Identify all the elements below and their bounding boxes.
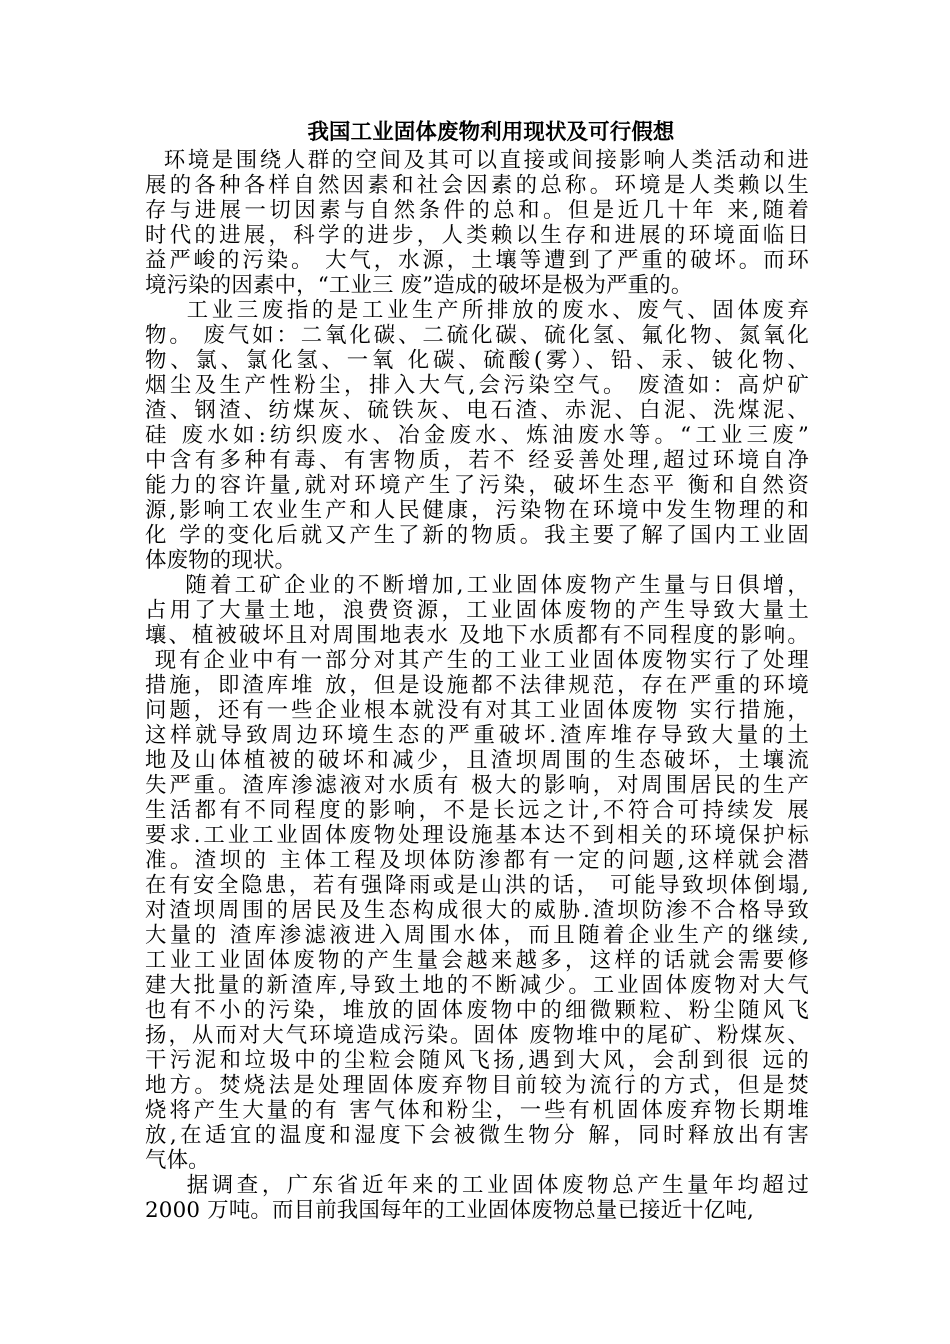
text-line: 占用了大量土地，浪费资源，工业固体废物的产生导致大量土 (145, 598, 809, 623)
text-line: 物。 废气如：二氧化碳、二硫化碳、硫化氢、氟化物、氮氧化 (145, 323, 809, 348)
text-line: 能力的容许量,就对环境产生了污染，破坏生态平 衡和自然资 (145, 473, 809, 498)
text-line: 气体。 (145, 1148, 210, 1173)
text-line: 存与进展一切因素与自然条件的总和。但是近几十年 来,随着 (145, 198, 809, 223)
document-title: 我国工业固体废物利用现状及可行假想 (307, 120, 675, 145)
document-page (145, 118, 809, 1223)
text-line: 益严峻的污染。 大气，水源，土壤等遭到了严重的破坏。而环 (145, 248, 809, 273)
text-line: 问题，还有一些企业根本就没有对其工业固体废物 实行措施， (145, 698, 809, 723)
paragraph (145, 573, 809, 1173)
text-line: 扬，从而对大气环境造成污染。固体 废物堆中的尾矿、粉煤灰、 (145, 1023, 809, 1048)
text-line: 渣、钢渣、纺煤灰、硫铁灰、电石渣、赤泥、白泥、洗煤泥、 (145, 398, 809, 423)
text-line: 这样就导致周边环境生态的严重破坏.渣库堆存导致大量的土 (145, 723, 809, 748)
text-line: 放,在适宜的温度和湿度下会被微生物分 解，同时释放出有害 (145, 1123, 809, 1148)
text-line: 干污泥和垃圾中的尘粒会随风飞扬,遇到大风，会刮到很 远的 (145, 1048, 809, 1073)
text-line: 体废物的现状。 (145, 548, 297, 573)
text-line: 对渣坝周围的居民及生态构成很大的威胁.渣坝防渗不合格导致 (145, 898, 809, 923)
paragraph (145, 148, 809, 298)
text-line: 化 学的变化后就又产生了新的物质。我主要了解了国内工业固 (145, 523, 809, 548)
text-line: 烧将产生大量的有 害气体和粉尘，一些有机固体废弃物长期堆 (145, 1098, 809, 1123)
text-line: 境污染的因素中，“工业三 废”造成的破坏是极为严重的。 (145, 273, 693, 298)
text-line: 也有不小的污染，堆放的固体废物中的细微颗粒、粉尘随风飞 (145, 998, 809, 1023)
text-line: 地及山体植被的破坏和减少，且渣坝周围的生态破坏，土壤流 (145, 748, 809, 773)
text-line: 工业工业固体废物的产生量会越来越多，这样的话就会需要修 (145, 948, 809, 973)
text-line: 壤、植被破坏且对周围地表水 及地下水质都有不同程度的影响。 (145, 623, 809, 648)
text-line: 2000 万吨。而目前我国每年的工业固体废物总量已接近十亿吨, (145, 1198, 755, 1223)
text-line: 现有企业中有一部分对其产生的工业工业固体废物实行了处理 (145, 648, 809, 673)
text-line: 准。渣坝的 主体工程及坝体防渗都有一定的问题,这样就会潜 (145, 848, 809, 873)
text-line: 在有安全隐患，若有强降雨或是山洪的话， 可能导致坝体倒塌, (145, 873, 809, 898)
text-line: 烟尘及生产性粉尘，排入大气,会污染空气。 废渣如：高炉矿 (145, 373, 809, 398)
text-line: 措施，即渣库堆 放，但是设施都不法律规范，存在严重的环境 (145, 673, 809, 698)
document-body (145, 148, 809, 1223)
text-line: 物、氯、氯化氢、一氧 化碳、硫酸(雾）、铅、汞、铍化物、 (145, 348, 809, 373)
text-line: 据调查，广东省近年来的工业固体废物总产生量年均超过 (145, 1173, 809, 1198)
text-line: 生活都有不同程度的影响，不是长远之计,不符合可持续发 展 (145, 798, 809, 823)
text-line: 中含有多种有毒、有害物质，若不 经妥善处理,超过环境自净 (145, 448, 809, 473)
text-line: 源,影响工农业生产和人民健康，污染物在环境中发生物理的和 (145, 498, 809, 523)
text-line: 时代的进展，科学的进步，人类赖以生存和进展的环境面临日 (145, 223, 809, 248)
text-line: 失严重。渣库渗滤液对水质有 极大的影响，对周围居民的生产 (145, 773, 809, 798)
text-line: 随着工矿企业的不断增加,工业固体废物产生量与日俱增， (145, 573, 809, 598)
text-line: 硅 废水如:纺织废水、冶金废水、炼油废水等。“工业三废” (145, 423, 809, 448)
text-line: 环境是围绕人群的空间及其可以直接或间接影响人类活动和进 (145, 148, 809, 173)
text-line: 要求.工业工业固体废物处理设施基本达不到相关的环境保护标 (145, 823, 809, 848)
text-line: 工业三废指的是工业生产所排放的废水、废气、固体废弃 (145, 298, 809, 323)
text-line: 大量的 渣库渗滤液进入周围水体，而且随着企业生产的继续, (145, 923, 809, 948)
text-line: 展的各种各样自然因素和社会因素的总称。环境是人类赖以生 (145, 173, 809, 198)
text-line: 建大批量的新渣库,导致土地的不断减少。工业固体废物对大气 (145, 973, 809, 998)
paragraph (145, 1173, 809, 1223)
text-line: 地方。焚烧法是处理固体废弃物目前较为流行的方式，但是焚 (145, 1073, 809, 1098)
paragraph (145, 298, 809, 573)
